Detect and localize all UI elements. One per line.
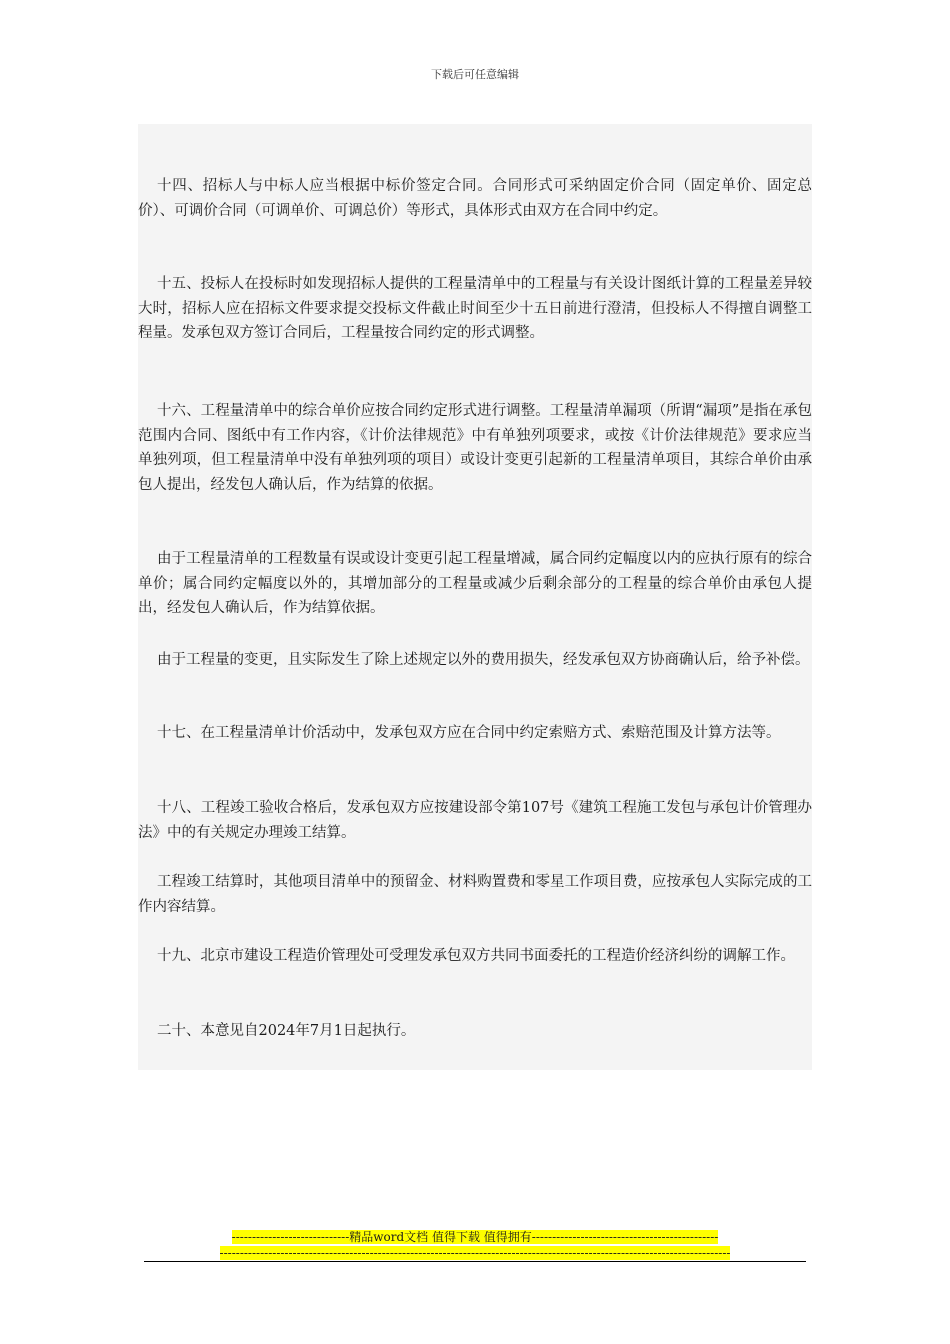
footer-dash-line	[0, 1245, 950, 1261]
header-note: 下载后可任意编辑	[431, 68, 519, 81]
footer-divider	[144, 1261, 806, 1262]
paragraph-14: 十四、招标人与中标人应当根据中标价签定合同。合同形式可采纳固定价合同（固定单价、固定总价）、可调价合同（可调单价、可调总价）等形式，具体形式由双方在合同中约定。	[138, 178, 812, 219]
document-body	[138, 124, 812, 1070]
paragraph-quantity-change: 由于工程量的变更，且实际发生了除上述规定以外的费用损失，经发承包双方协商确认后，给予补偿。	[157, 652, 810, 668]
paragraph-quantity-error: 由于工程量清单的工程数量有误或设计变更引起工程量增减，属合同约定幅度以内的应执行原有的综合单价；属合同约定幅度以外的，其增加部分的工程量或减少后剩余部分的工程量的综合单价由承包人提出，经发包人确认后，作为结算依据。	[138, 551, 812, 616]
footer-banner-text: -----------------------------精品word文档 值得下载 值得拥有----------------------------------------------	[231, 1230, 719, 1244]
footer-dash-text: ------------------------------------------------------------------------------------------------------------------------------	[219, 1246, 731, 1260]
paragraph-18: 十八、工程竣工验收合格后，发承包双方应按建设部令第107号《建筑工程施工发包与承包计价管理办法》中的有关规定办理竣工结算。	[138, 800, 812, 841]
paragraph-16: 十六、工程量清单中的综合单价应按合同约定形式进行调整。工程量清单漏项（所谓“漏项”是指在承包范围内合同、图纸中有工作内容，《计价法律规范》中有单独列项要求，或按《计价法律规范》要求应当单独列项，但工程量清单中没有单独列项的项目）或设计变更引起新的工程量清单项目，其综合单价由承包人提出，经发包人确认后，作为结算的依据。	[138, 403, 812, 493]
paragraph-17: 十七、在工程量清单计价活动中，发承包双方应在合同中约定索赔方式、索赔范围及计算方法等。	[157, 725, 781, 741]
footer-banner	[0, 1229, 950, 1245]
paragraph-19: 十九、北京市建设工程造价管理处可受理发承包双方共同书面委托的工程造价经济纠纷的调解工作。	[157, 948, 795, 964]
paragraph-20: 二十、本意见自2024年7月1日起执行。	[157, 1023, 416, 1039]
paragraph-15: 十五、投标人在投标时如发现招标人提供的工程量清单中的工程量与有关设计图纸计算的工程量差异较大时，招标人应在招标文件要求提交投标文件截止时间至少十五日前进行澄清，但投标人不得擅自调整工程量。发承包双方签订合同后，工程量按合同约定的形式调整。	[138, 276, 812, 341]
paragraph-final-settlement: 工程竣工结算时，其他项目清单中的预留金、材料购置费和零星工作项目费，应按承包人实际完成的工作内容结算。	[138, 874, 812, 915]
